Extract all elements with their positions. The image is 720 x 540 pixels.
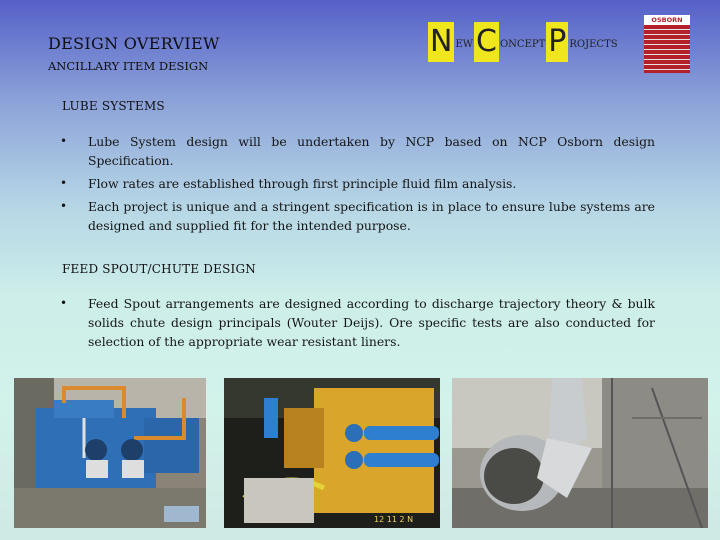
bullet-text: Each project is unique and a stringent specification is in place to ensure lube systems are designed and supplied fit for the intended purpose. — [88, 199, 655, 233]
bullet-marker: • — [60, 176, 68, 190]
brand-letter-c: C — [474, 22, 499, 62]
osborn-logo — [644, 15, 690, 73]
bullet-text: Feed Spout arrangements are designed according to discharge trajectory theory & bulk solids chute design principals (Wouter Deijs). Ore specific tests are also conducted for selection of the appropriate wear resistant liners. — [88, 296, 655, 349]
section-heading-lube-systems: LUBE SYSTEMS — [62, 99, 165, 113]
brand-word-oncept: ONCEPT — [499, 39, 546, 50]
photo-lube-unit-blue — [14, 378, 206, 528]
bullet-text: Lube System design will be undertaken by NCP based on NCP Osborn design Specification. — [88, 134, 655, 168]
bullet-marker: • — [60, 296, 68, 310]
lube-systems-bullet-list — [60, 132, 655, 235]
photo-lube-unit-orange — [224, 378, 440, 528]
brand-letter-p: P — [546, 22, 568, 62]
brand-word-ew: EW — [455, 39, 474, 50]
list-item — [60, 197, 655, 235]
photo-date-stamp: 12 11 2 N — [374, 515, 414, 524]
osborn-logo-text: OSBORN — [644, 15, 690, 25]
photo-feed-chute — [452, 378, 708, 528]
slide-subtitle: ANCILLARY ITEM DESIGN — [48, 59, 209, 73]
bullet-marker: • — [60, 199, 68, 213]
brand-letter-n: N — [428, 22, 454, 62]
bullet-marker: • — [60, 134, 68, 148]
list-item — [60, 294, 655, 351]
ncp-brand-logo — [428, 22, 619, 62]
feed-spout-bullet-list — [60, 294, 655, 351]
slide-title: DESIGN OVERVIEW — [48, 34, 220, 53]
section-heading-feed-spout: FEED SPOUT/CHUTE DESIGN — [62, 262, 256, 276]
list-item — [60, 174, 655, 193]
list-item — [60, 132, 655, 170]
brand-word-rojects: ROJECTS — [569, 39, 618, 50]
bullet-text: Flow rates are established through first principle fluid film analysis. — [88, 176, 517, 191]
